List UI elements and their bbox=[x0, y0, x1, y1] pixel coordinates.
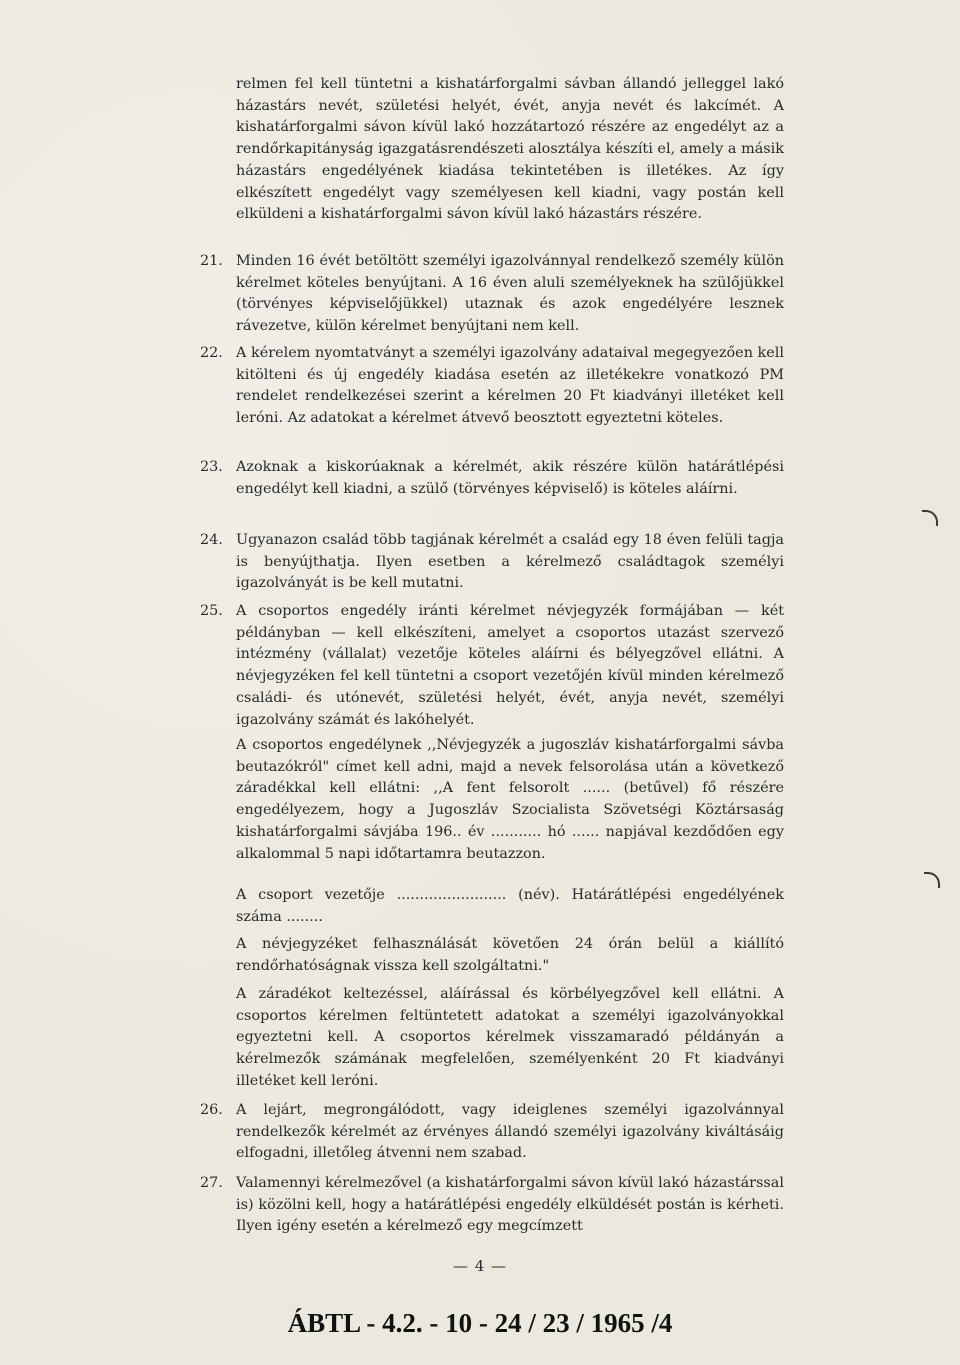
paragraph-text: relmen fel kell tüntetni a kishatárforgalmi sávban állandó jelleggel lakó házastárs nevét, születési helyét, évét, anyja nevét és lakcímét. A kishatárforgalmi sávon kívül lakó hozzátartozó részére az engedélyt az a rendőrkapitányság igazgatásrendészeti alosztálya készíti el, amely a másik házastárs engedélyének kiadása tekintetében is illetékes. Az így elkészített engedélyt vagy személyesen kell kiadni, vagy postán kell elküldeni a kishatárforgalmi sávon kívül lakó házastárs részére. bbox=[236, 76, 784, 223]
paragraph-return bbox=[236, 934, 784, 977]
paragraph-number: 24. bbox=[200, 532, 223, 548]
paragraph-text: A csoportos engedélynek ,,Névjegyzék a jugoszláv kishatárforgalmi sávba beutazókról" címet kell adni, majd a nevek felsorolása után a következő záradékkal kell ellátni: ,,A fent felsorolt ...... (betűvel) fő részére engedélyezem, hogy a Jugoszláv Szocialista Szövetségi Köztársaság kishatárforgalmi sávjába 196.. év ........... hó ...... napjával kezdődően egy alkalommal 5 napi időtartamra beutazzon. bbox=[236, 737, 784, 862]
paragraph-clause bbox=[236, 735, 784, 865]
paragraph-number: 22. bbox=[200, 345, 223, 361]
paragraph-group-leader bbox=[236, 885, 784, 928]
paragraph-text: A névjegyzéket felhasználását követően 24 órán belül a kiállító rendőrhatóságnak vissza kell szolgáltatni." bbox=[236, 936, 784, 974]
paragraph-25 bbox=[236, 601, 784, 731]
paragraph-text: Azoknak a kiskorúaknak a kérelmét, akik részére külön határátlépési engedélyt kell kiadni, a szülő (törvényes képviselő) is köteles aláírni. bbox=[236, 459, 784, 497]
paragraph-text: A záradékot keltezéssel, aláírással és körbélyegzővel kell ellátni. A csoportos kérelmen feltüntetett adatokat a személyi igazolványokkal egyeztetni kell. A csoportos kérelmek visszamaradó példányán a kérelmezők számának megfelelően, személyenként 20 Ft kiadványi illetéket kell leróni. bbox=[236, 986, 784, 1089]
paragraph-stamp bbox=[236, 984, 784, 1093]
paragraph-text: Minden 16 évét betöltött személyi igazolvánnyal rendelkező személy külön kérelmet köteles benyújtani. A 16 éven aluli személyeknek ha szülőjükkel (törvényes képviselőjükkel) utaznak és azok engedélyére lesznek rávezetve, külön kérelmet benyújtani nem kell. bbox=[236, 253, 784, 335]
paragraph-number: 23. bbox=[200, 459, 223, 475]
page-number: — 4 — bbox=[452, 1257, 508, 1275]
paragraph-number: 25. bbox=[200, 603, 223, 619]
punch-hole-mark bbox=[924, 872, 940, 888]
paragraph-24 bbox=[236, 530, 784, 595]
paragraph-26 bbox=[236, 1100, 784, 1165]
paragraph-text: A csoportos engedély iránti kérelmet névjegyzék formájában — két példányban — kell elkészíteni, amelyet a csoportos utazást szervező intézmény (vállalat) vezetője köteles aláírni és bélyegzővel ellátni. A névjegyzéken fel kell tüntetni a csoport vezetőjén kívül minden kérelmező családi- és utónevét, születési helyét, évét, anyja nevét, személyi igazolvány számát és lakóhelyét. bbox=[236, 603, 784, 728]
paragraph-continuation bbox=[236, 74, 784, 226]
paragraph-text: A lejárt, megrongálódott, vagy ideiglenes személyi igazolvánnyal rendelkezők kérelmét az érvényes állandó személyi igazolvány kiváltásáig elfogadni, illetőleg átvenni nem szabad. bbox=[236, 1102, 784, 1162]
paragraph-text: A csoport vezetője ........................ (név). Határátlépési engedélyének száma ........ bbox=[236, 887, 784, 925]
paragraph-text: Valamennyi kérelmezővel (a kishatárforgalmi sávon kívül lakó házastárssal is) közölni kell, hogy a határátlépési engedély elküldését postán is kérheti. Ilyen igény esetén a kérelmező egy megcímzett bbox=[236, 1175, 784, 1235]
paragraph-23 bbox=[236, 457, 784, 500]
punch-hole-mark bbox=[922, 510, 938, 526]
archive-footer: ÁBTL - 4.2. - 10 - 24 / 23 / 1965 /4 bbox=[287, 1308, 673, 1338]
paragraph-number: 26. bbox=[200, 1102, 223, 1118]
paragraph-21 bbox=[236, 251, 784, 338]
paragraph-number: 21. bbox=[200, 253, 223, 269]
paragraph-text: Ugyanazon család több tagjának kérelmét a család egy 18 éven felüli tagja is benyújthatja. Ilyen esetben a kérelmező családtagok személyi igazolványát is be kell mutatni. bbox=[236, 532, 784, 592]
paragraph-22 bbox=[236, 343, 784, 430]
paragraph-number: 27. bbox=[200, 1175, 223, 1191]
paragraph-text: A kérelem nyomtatványt a személyi igazolvány adataival megegyezően kell kitölteni és új engedély kiadása esetén az illetékekre vonatkozó PM rendelet rendelkezései szerint a kérelmen 20 Ft kiadványi illetéket kell leróni. Az adatokat a kérelmet átvevő beosztott egyeztetni köteles. bbox=[236, 345, 784, 427]
paragraph-27 bbox=[236, 1173, 784, 1238]
